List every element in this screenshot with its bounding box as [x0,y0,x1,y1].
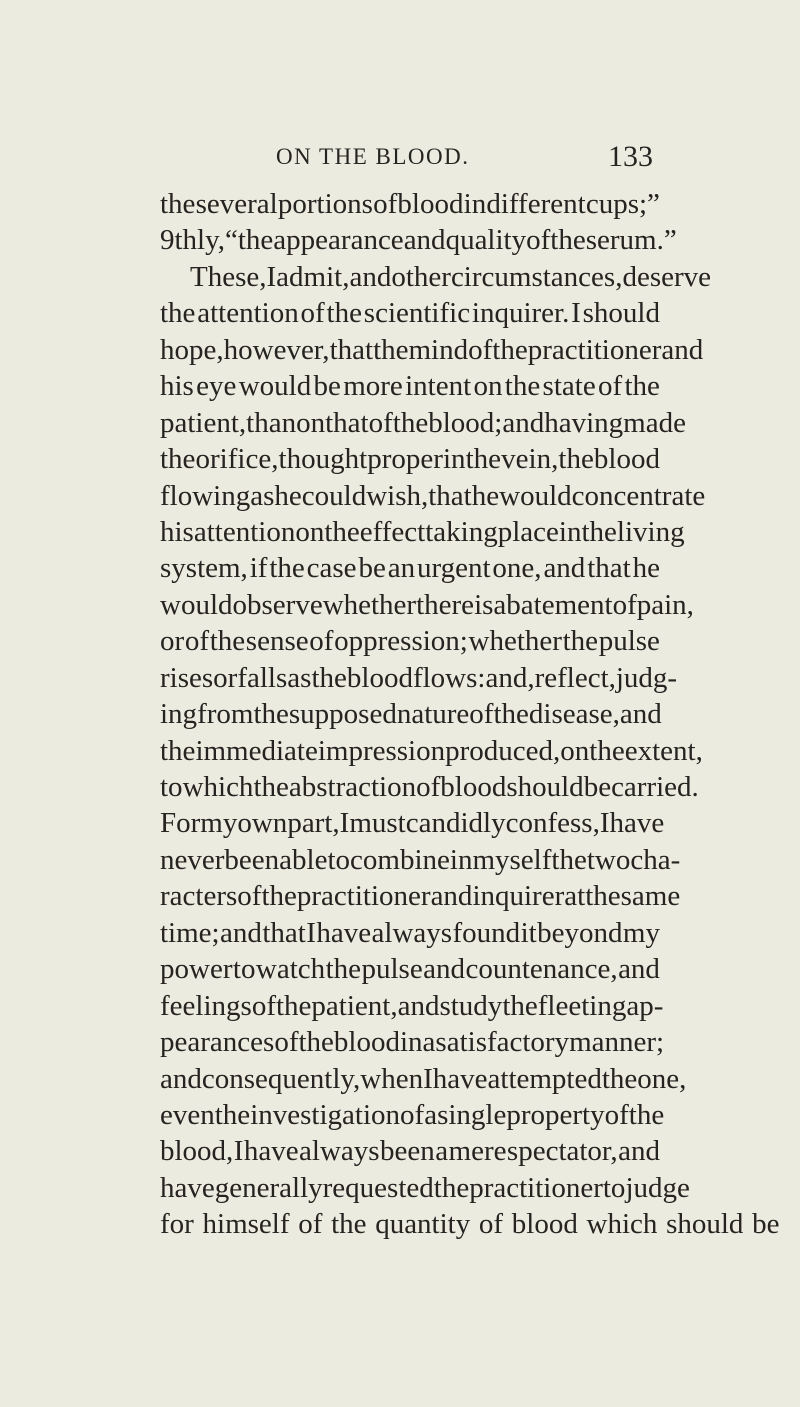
text-word: different [486,188,586,220]
text-word: sense [245,625,309,658]
text-line [160,660,678,696]
text-word: racters [160,880,238,913]
text-word: consequently, [201,1062,361,1095]
text-word: must [349,807,406,840]
text-word: have [316,916,372,949]
text-word: that [587,552,631,585]
text-word: have [432,1062,488,1095]
text-word: of [237,880,262,913]
text-word: several [195,188,278,220]
text-word: the [433,1171,470,1204]
text-line [160,951,660,987]
page-number: 133 [608,140,653,173]
text-word: cha- [630,843,681,876]
text-word: blood [346,661,413,694]
text-line [160,842,681,878]
text-word: if [249,552,268,585]
text-word: confess, [505,807,600,840]
text-word: “the [224,224,274,257]
text-word: For [160,807,201,840]
text-word: the [269,552,305,585]
text-line [160,295,660,331]
text-word: of [298,1208,323,1241]
text-word: having [544,406,624,439]
text-word: whether [468,625,562,658]
text-line [160,1024,665,1060]
text-word: of [373,188,398,220]
text-word: the [311,661,347,694]
text-word: of [526,224,551,257]
text-word: time; [160,916,220,949]
text-word: rises [160,661,214,694]
text-word: or [213,661,238,694]
text-word: and [618,1135,660,1168]
text-word: of [251,989,276,1022]
text-word: of [468,333,493,366]
text-word: been [224,843,280,876]
text-word: from [197,698,254,731]
text-word: more [343,370,403,403]
text-word: system, [160,552,248,585]
text-word: the [601,1062,638,1095]
text-word: the [493,698,529,731]
text-word: as [250,479,275,512]
page-header [160,138,653,178]
text-word: patient, [160,406,247,439]
text-word: have [243,1135,299,1168]
text-word: other [391,260,451,293]
text-word: the [551,843,587,876]
text-word: for [160,1208,194,1241]
text-word: which [586,1208,658,1241]
text-word: taking [425,515,498,548]
text-line [160,733,703,769]
text-word: of [612,588,637,621]
text-word: the [550,224,586,257]
text-word: I [339,807,350,840]
text-word: beyond [537,916,623,949]
text-word: generally [214,1171,323,1204]
text-word: flows: [412,661,486,694]
text-word: 9thly, [160,224,225,257]
text-word: property [506,1098,605,1131]
text-word: produced, [445,734,561,767]
text-word: and [160,1062,202,1095]
text-word: pulse [361,953,423,986]
text-word: blood, [160,1135,234,1168]
text-word: the [325,953,362,986]
text-word: than [246,406,297,439]
text-word: and [619,698,662,731]
text-word: of [184,625,210,658]
text-word: been [380,1135,435,1168]
text-word: pulse [598,625,660,658]
text-word: watch [255,953,326,986]
text-word: that [262,916,306,949]
text-word: pearances [160,1026,275,1059]
text-word: and [430,880,473,913]
text-word: as [287,661,312,694]
text-word: practitioner [527,333,662,366]
text-word: I [423,1062,433,1095]
text-word: I [571,297,581,330]
text-word: observe [232,588,323,621]
text-word: power [160,953,233,986]
text-word: disease, [528,698,620,731]
text-word: and [397,989,440,1022]
text-word: one, [637,1062,687,1095]
text-word: in [463,188,487,220]
text-word: the [298,1026,334,1059]
text-word: inquirer. [471,297,570,330]
text-word: always [371,916,453,949]
text-line [160,769,699,805]
text-word: made [623,406,686,439]
text-word: investigation [250,1098,401,1131]
text-word: be [583,771,612,803]
text-word: part, [287,807,340,840]
running-head: ON THE BLOOD. [276,144,470,169]
text-word: wish, [366,479,429,512]
text-word: in [558,515,582,548]
text-word: blood [511,1208,578,1241]
text-word: the [562,625,599,658]
text-line [160,514,685,550]
text-word: the [392,406,429,439]
text-word: spectator, [506,1135,618,1168]
text-line [160,1170,690,1206]
text-word: fleeting [537,989,627,1022]
text-word: patient, [311,989,398,1022]
text-word: circumstances, [450,260,623,293]
text-word: concentrate [571,479,706,512]
text-word: mere [448,1135,507,1168]
text-word: never [160,843,225,876]
text-word: whether [322,588,417,621]
text-word: case [306,552,357,585]
text-word: and [661,333,704,366]
text-line [160,405,686,441]
text-word: attempted [487,1062,602,1095]
text-word: mind [408,333,469,366]
text-word: scientific [363,297,471,330]
text-word: it [520,916,537,949]
text-word: and [618,953,660,986]
text-word: should [506,771,584,803]
text-word: I [233,1135,244,1168]
text-word: single [437,1098,507,1131]
text-word: my [200,807,238,840]
text-word: on [473,370,503,403]
text-word: same [620,880,681,913]
text-word: the [624,370,660,403]
text-word: found [452,916,521,949]
text-word: the [214,1098,251,1131]
text-word: should [582,297,660,330]
text-word: one, [492,552,542,585]
text-word: even [160,1098,215,1131]
text-word: would [160,588,233,621]
text-word: the [160,297,196,330]
text-word: himself [202,1208,290,1241]
text-word: feelings [160,989,252,1022]
text-word: of [274,1026,299,1059]
body-text [160,186,780,1243]
text-word: that [428,479,472,512]
text-word: urgent [416,552,491,585]
text-word: intent [405,370,472,403]
text-line [160,623,660,659]
text-line [160,332,704,368]
text-word: extent, [624,734,703,767]
text-word: I [306,916,316,949]
text-word: of [416,771,441,803]
text-line [160,1206,780,1242]
text-word: judge [625,1171,690,1204]
text-word: in [449,843,473,876]
text-word: the [492,333,528,366]
text-word: the [502,989,538,1022]
text-line [160,441,660,477]
text-word: oppression; [334,625,468,658]
text-word: of [478,1208,504,1241]
text-word: of [400,1098,425,1131]
text-word: effect [359,515,426,548]
text-word: These, [190,260,267,293]
text-word: that [329,333,374,366]
text-word: always [299,1135,380,1168]
text-word: eye [196,370,237,403]
text-word: attention [193,515,296,548]
text-word: pain, [636,588,694,621]
text-word: and [543,552,586,585]
text-word: be [358,552,386,585]
text-word: reflect, [534,661,616,694]
text-word: and [423,953,466,986]
text-word: of [368,406,393,439]
text-word: cups;” [585,188,660,220]
text-word: he [274,479,302,512]
text-word: my [622,916,660,949]
text-word: the [558,443,594,476]
text-line [160,186,660,222]
text-word: which [182,771,254,803]
text-word: and [502,406,545,439]
text-word: could [301,479,367,512]
text-word: in [399,1026,423,1059]
text-word: on [295,515,325,548]
text-word: serum.” [585,224,677,257]
text-word: the [331,1208,367,1241]
text-line [160,1133,660,1169]
text-word: attention [197,297,299,330]
text-word: to [232,953,256,986]
text-word: to [602,1171,626,1204]
text-word: would [238,370,312,403]
text-word: a [422,1026,436,1059]
text-word: of [604,1098,629,1131]
text-line [160,550,660,586]
text-word: blood [333,1026,400,1059]
text-word: supposed [288,698,397,731]
text-word: there [416,588,475,621]
text-word: the [253,771,289,803]
text-word: in [442,443,466,476]
text-word: have [160,1171,215,1204]
text-word: the [160,443,196,476]
text-word: combine [350,843,450,876]
text-word: the [589,734,625,767]
text-word: the [504,370,541,403]
text-word: be [752,1208,780,1241]
text-word: satisfactory [435,1026,570,1059]
text-word: the [585,880,621,913]
text-word: inquirer [472,880,565,913]
text-line [160,915,660,951]
text-word: have [609,807,665,840]
text-word: his [160,515,194,548]
text-word: admit, [276,260,350,293]
text-word: flowing [160,479,251,512]
text-word: myself [472,843,552,876]
text-word: manner; [569,1026,665,1059]
text-line [160,368,660,404]
text-line [160,878,681,914]
text-word: to [160,771,183,803]
text-word: quantity [375,1208,471,1241]
text-word: blood [593,443,660,476]
text-word: of [598,370,623,403]
text-word: judg- [615,661,678,694]
text-word: and [220,916,262,949]
text-word: be [313,370,341,403]
text-line [160,222,677,258]
text-word: to [327,843,351,876]
text-word: falls [237,661,288,694]
text-word: the [324,515,360,548]
text-word: able [279,843,328,876]
text-word: nature [396,698,470,731]
text-word: vein, [501,443,559,476]
text-word: the [465,443,502,476]
text-word: quality [445,224,527,257]
text-word: blood; [428,406,503,439]
text-word: practitioner [296,880,431,913]
text-word: I [266,260,277,293]
text-word: abstraction [288,771,417,803]
text-word: the [581,515,617,548]
text-word: and, [485,661,535,694]
text-word: the [160,734,196,767]
text-word: portions [277,188,373,220]
text-word: should [666,1208,744,1241]
text-word: appearance [273,224,404,257]
text-word: at [564,880,586,913]
text-word: state [542,370,596,403]
text-word: he [632,552,660,585]
text-word: ap- [626,989,664,1022]
text-line [160,478,706,514]
text-word: the [253,698,289,731]
text-word: place [497,515,559,548]
text-word: the [326,297,362,330]
text-word: that [325,406,369,439]
text-word: of [300,297,325,330]
text-word: requested [322,1171,434,1204]
text-word: the [373,333,409,366]
text-word: practitioner [469,1171,603,1204]
text-word: the [261,880,297,913]
text-line [160,805,665,841]
text-word: his [160,370,194,403]
text-word: countenance, [465,953,618,986]
text-word: impression [317,734,446,767]
text-line [160,1097,665,1133]
text-word: or [160,625,185,658]
text-word: a [424,1098,438,1131]
text-word: carried. [611,771,699,803]
text-word: own [237,807,288,840]
text-word: a [435,1135,449,1168]
text-word: study [439,989,503,1022]
text-word: proper [367,443,443,476]
text-word: two [586,843,631,876]
text-word: when [360,1062,424,1095]
text-word: he [471,479,500,512]
text-line [160,587,694,623]
text-word: an [387,552,416,585]
text-word: of [469,698,494,731]
text-word: blood [397,188,464,220]
text-word: on [560,734,590,767]
text-word: thought [278,443,368,476]
text-line [160,696,660,732]
text-word: blood [440,771,507,803]
text-word: abatement [493,588,613,621]
text-line [160,988,664,1024]
text-word: is [474,588,494,621]
text-word: and [403,224,446,257]
text-line [160,1061,687,1097]
text-word: of [309,625,334,658]
text-word: I [599,807,610,840]
text-word: on [296,406,326,439]
text-word: the [209,625,246,658]
text-word: ing [160,698,198,731]
text-word: the [275,989,312,1022]
text-word: hope, [160,333,224,366]
text-word: orifice, [195,443,279,476]
text-word: living [616,515,685,548]
text-word: the [628,1098,665,1131]
text-line [160,259,712,295]
text-word: however, [223,333,330,366]
text-word: the [160,188,196,220]
text-word: and [349,260,392,293]
text-word: candidly [405,807,506,840]
text-word: deserve [622,260,712,293]
text-word: would [499,479,572,512]
text-word: immediate [195,734,318,767]
